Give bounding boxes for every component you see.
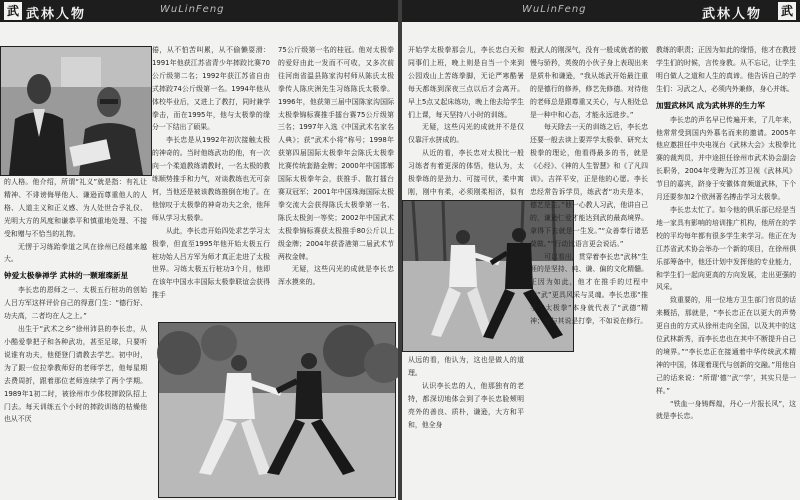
paragraph: 开始学太极拳那会儿，李长忠白天和同事们上班，晚上则是自当一个来到公园戏山上苦练拳脚，无论严寒酷暑每天都练到深夜三点以后才会离开。早上5点又起床练功，晚上他去给学生们上课，每天坚持八小时的训练。 bbox=[408, 46, 524, 119]
photo-push-hands bbox=[159, 323, 395, 497]
right-column-2 bbox=[530, 44, 648, 496]
paragraph: 般武人的刚深气，没有一般成就者的傲慢与骄矜，英俊的小伙子身上表现出来是质朴和谦逊，“我从练武开始最注重的是德行的修养，修艺先修德。对待他的老师总是跟尊重又关心，与人相处总是一种中和心态，才能永远进步。” bbox=[530, 46, 648, 119]
left-bottom-photo bbox=[158, 322, 396, 498]
right-section-en: WuLinFeng bbox=[522, 4, 587, 15]
right-section-title: 武林人物 bbox=[702, 7, 763, 22]
article-subhead: 加盟武林风 成为武林界的生力军 bbox=[656, 100, 765, 110]
left-column-3 bbox=[278, 44, 394, 316]
right-section-logo: 武 bbox=[778, 2, 796, 20]
right-column-1 bbox=[408, 44, 524, 198]
right-column-3 bbox=[656, 44, 796, 496]
paragraph: 李长忠太忙了。如今他的俱乐部已经是当地一家具有影响的培训推广机构，他所在的学校的平均每年都有很多学生来学习。他正在为江苏省武术协会举办一个新的项目，在徐州俱乐部筹备中，他还计划中发挥他的专业能力，和学生们一起向更高的方向发展，走出更强的风采。 bbox=[656, 205, 796, 292]
paragraph: 75公斤级第一名的桂冠。他对太极拳的爱好由此一发而不可收，又多次前往河南省温县陈家沟村师从陈氏太极拳传人陈庆洲先生习练陈氏太极拳。1996年，他获第三届中国陈家沟国际太极拳锦标赛推手擂台赛75公斤级第三名；1997年入选《中国武术名家名人典》；获“武术小将”称号；1998年获第四届国际太极拳年会陈氏太极拳比赛传统套路金牌；2000年中国邯郸国际太极拳年会，获推手、散打擂台赛双冠军；2001年中国珠海国际太极拳交流大会获得陈氏太极拳第一名、陈氏太极剑一等奖；2002年中国武术太极拳锦标赛获太极推手80公斤以上级金牌；2004年获香港第二届武术节两枚金牌。 bbox=[278, 46, 394, 261]
paragraph: 李长忠的恩师之一、太极五行桩功的创始人吕方军这样评价自己的得意门生：“德行好、功夫高，二者均在人之上。” bbox=[4, 286, 147, 321]
paragraph: 从远的看，他认为，这也是做人的道理。 bbox=[408, 356, 524, 377]
paragraph: 的人格。他介绍，所谓“礼义”就是指：有礼让精神、不诽谤侮辱他人、谦逊而尊重他人的人格、人道主义和正义感、为人处世合乎礼仪、光明大方的风度和谦恭平和慎重地处理、不接受和赠与不恰当的礼物。 bbox=[4, 178, 147, 238]
article-subhead: 钟爱太极拳禅学 武林的一颗璀璨新星 bbox=[4, 271, 129, 281]
paragraph: 从近的看，李长忠对太极比一般习练者有着更深的体悟，他认为，太极拳练的是劲力、可接可伏，柔中寓刚，刚中有柔，必须刚柔相济，似有 bbox=[408, 149, 524, 196]
paragraph: 出生于“武术之乡”徐州沛县的李长忠，从小酷爱拳把子和各种武功，甚至足球，只要听说谁有功夫，他便登门请教去学艺。初中时，为了跟一位拉拳教师好的老师学艺，他每星期去费周折，跟着那位老师连续学了两个学期。1989年1初二时，被徐州市少体校摔跤队招上门去。每天训练五个小时的摔跤训练的枯燥他也从不厌 bbox=[4, 325, 147, 424]
left-page bbox=[0, 0, 398, 500]
paragraph: 致重要的，用一位地方卫生部门官员的话来概括，那就是，“李长忠正在以更大的声势更自由的方式从徐州走向全国，以及其中的这位武林新秀，而李长忠也在其中不断提升自己的境界。”“李长忠正在接通着中华传统武术精神的中国，体现着现代与创新的交融。”用他自己的话来说：“所谓‘德’‘武’‘学’，其实只是一样。” bbox=[656, 296, 796, 395]
left-section-title: 武林人物 bbox=[26, 7, 87, 22]
photo-two-men-talking bbox=[1, 47, 151, 175]
left-section-logo: 武 bbox=[4, 2, 22, 20]
left-header-strip bbox=[0, 0, 398, 22]
paragraph: 每天除去一天的训练之后，李长忠还要一般去读上要弄学太极拳、研究太极拳的理论，他看得最多的书，就是《心经》、《神的人生智慧》和《了凡四训》。吉祥平安，正是他的心愿。李长忠经常告诉学员，练武者“功夫是本，德艺是主。”他一心教人习武，他讲自己的，谦逊仁爱才能达到武的最高境界。拿得下去就是一生发。”“众善奉行诸恶莫做。”“行动比语言更会说话。” bbox=[530, 123, 648, 248]
paragraph: 无疑，这些闪光的成就并不是仅仅靠汗水拼成的。 bbox=[408, 123, 524, 145]
right-page bbox=[402, 0, 800, 500]
right-header-strip bbox=[402, 0, 800, 22]
paragraph: 认识李长忠的人，他那独有的老特，都深切地体会到了李长忠脸颊明亮外的善良、质朴，谦逊，大方和平和，他全身 bbox=[408, 381, 524, 429]
left-column-2 bbox=[152, 44, 270, 316]
left-top-photo bbox=[0, 46, 152, 176]
paragraph: 从此，李长忠开始四处求艺学习太极拳，但直至1995年他开始太极五行桩功始人吕方军为师才真正走进了太极世界。习练太极五行桩功3个月，他即在该年中国水丰国际太极拳联谊会获得推手 bbox=[152, 226, 270, 300]
paragraph: “铁血一身铸辉煌，丹心一片报长风”，这就是李长忠。 bbox=[656, 399, 796, 421]
paragraph: 可以看出，贯穿着李长忠“武林”生涯的是坚持、纯、谦、偏的文化精髓。正因为如此，他才在推手的过程中使“武”更具风采与灵魂。李长忠那“推手”“太极拳”本身就代表了“武德”精神；他与其说是打拳，不如说在修行。 bbox=[530, 252, 648, 326]
paragraph: 无愣于习练跆拳道之风在徐州已经越来越大。 bbox=[4, 242, 147, 264]
right-column-1-bottom bbox=[408, 354, 524, 496]
left-column-1 bbox=[4, 176, 147, 426]
paragraph: 教练的职责；正因为如此的缘悟，他才在教授学生们的时候，言传身教。从不忘记，让学生明白做人之道和人生的真谛。他告诉自己的学生们：习武之人，必须内外兼修，身心并练。 bbox=[656, 46, 796, 93]
left-section-en: WuLinFeng bbox=[160, 4, 225, 15]
paragraph: 李长忠是从1992年初次接触太极的神奇的。当时他练武功的他，有一次向一个柔道教练请教时，一名太极的教练顺势推手和力气，对谈教练也无可奈何，当他还是被该教练推倒在地了。在他惊叹于太极拳的神奇功夫之余，他拜师从学习太极拳。 bbox=[152, 136, 270, 222]
paragraph: 李长忠的声名早已传遍开来，了几年来，他常常受到国内外慕名而来的邀请。2005年他应邀担任中央电视台《武林大会》太极拳比赛的裁判员，并中途担任徐州市武术协会副会长职务，2004年受聘为江苏卫视《武林风》节目的嘉宾，跻身于安徽体育频道武林，下个月还要参加2个欧洲著名搏击学习太极拳。 bbox=[656, 115, 796, 202]
paragraph: 无疑，这些闪光的成就是李长忠浑水摸来的。 bbox=[278, 265, 394, 287]
paragraph: 倦，从不怕苦叫累，从不偷懒耍滑：1991年他获江苏省青少年摔跤比赛70公斤级第二名；1992年获江苏省自由式摔跤74公斤级第一名。1994年他从体校毕业后，又进上了教打，同时兼学拳击，而在1995年，他与太极拳的缘分一下结出了硕果。 bbox=[152, 46, 270, 132]
